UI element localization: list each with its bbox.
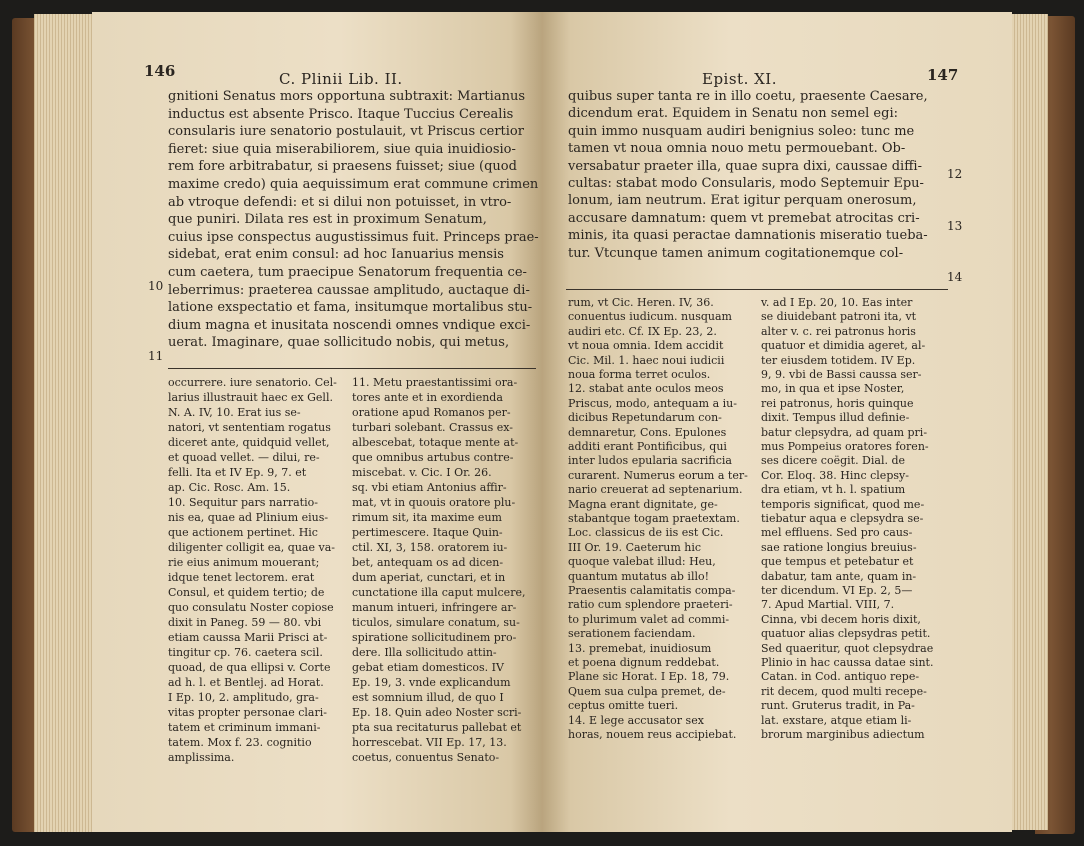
note-line: quatuor et dimidia ageret, al- <box>761 339 926 353</box>
text-line: uerat. Imaginare, quae sollicitudo nobis, qui metus, <box>168 335 510 351</box>
note-line: dixit. Tempus illud definie- <box>761 411 910 425</box>
note-line: sq. vbi etiam Antonius affir- <box>352 481 507 494</box>
note-line: horas, nouem reus accipiebat. <box>568 728 737 741</box>
note-line: 9, 9. vbi de Bassi caussa ser- <box>761 368 922 381</box>
note-line: vitas propter personae clari- <box>168 706 327 719</box>
text-line: cultas: stabat modo Consularis, modo Septemuir Epu- <box>568 176 924 191</box>
note-line: Quem sua culpa premet, de- <box>568 684 726 698</box>
note-line: Catan. in Cod. antiquo repe- <box>761 670 920 684</box>
note-line: diceret ante, quidquid vellet, <box>168 436 330 449</box>
note-line: tores ante et in exordienda <box>352 391 503 404</box>
note-line: ter eiusdem totidem. IV Ep. <box>761 353 916 367</box>
note-line: Ep. 18. Quin adeo Noster scri- <box>352 706 522 719</box>
running-head: Epist. XI. <box>702 70 777 88</box>
note-line: spiratione sollicitudinem pro- <box>352 631 517 644</box>
text-line: rem fore arbitrabatur, si praesens fuisset; siue (quod <box>168 159 517 175</box>
note-line: que omnibus artubus contre- <box>352 451 514 464</box>
note-line: diligenter colligit ea, quae va- <box>168 541 335 554</box>
note-line: N. A. IV, 10. Erat ius se- <box>168 406 301 419</box>
text-line: tur. Vtcunque tamen animum cogitationemque col- <box>568 245 904 261</box>
note-line: ratio cum splendore praeteri- <box>568 598 733 612</box>
text-line: versabatur praeter illa, quae supra dixi, caussae diffi- <box>568 158 922 174</box>
note-line: bet, antequam os ad dicen- <box>352 556 504 569</box>
note-line: natori, vt sententiam rogatus <box>168 421 331 434</box>
note-line: quoad, de qua ellipsi v. Corte <box>168 661 331 674</box>
note-line: albescebat, totaque mente at- <box>352 436 519 449</box>
note-line: tatem. Mox f. 23. cognitio <box>168 736 312 749</box>
note-line: quantum mutatus ab illo! <box>568 569 710 583</box>
note-line: vt noua omnia. Idem accidit <box>568 339 724 353</box>
note-line: conuentus iudicum. nusquam <box>568 310 732 324</box>
note-line: v. ad I Ep. 20, 10. Eas inter <box>761 296 913 309</box>
note-line: brorum marginibus adiectum <box>761 728 925 741</box>
text-line: ab vtroque defendi: et si dilui non potuisset, in vtro- <box>168 194 512 210</box>
text-line: accusare damnatum: quem vt premebat atrocitas cri- <box>568 210 920 226</box>
note-line: stabantque togam praetextam. <box>568 512 740 525</box>
note-line: ceptus omitte tueri. <box>568 699 679 713</box>
note-divider <box>168 368 536 369</box>
note-line: nario creuerat ad septenarium. <box>568 483 743 497</box>
note-line: est somnium illud, de quo I <box>352 691 504 704</box>
note-line: ap. Cic. Rosc. Am. 15. <box>168 481 291 494</box>
note-line: se diuidebant patroni ita, vt <box>761 310 917 324</box>
text-line: minis, ita quasi peractae damnationis miseratio tueba- <box>568 228 928 244</box>
note-line: et poena dignum reddebat. <box>568 656 720 669</box>
note-line: pertimescere. Itaque Quin- <box>352 526 503 539</box>
note-line: rimum sit, ita maxime eum <box>352 511 502 524</box>
note-line: tiebatur aqua e clepsydra se- <box>761 512 924 525</box>
text-line: cuius ipse conspectus augustissimus fuit. Princeps prae- <box>168 229 539 245</box>
page-number: 147 <box>927 66 959 84</box>
note-line: manum intueri, infringere ar- <box>352 601 517 614</box>
page-number: 146 <box>144 62 176 80</box>
note-line: larius illustrauit haec ex Gell. <box>168 391 333 404</box>
note-line: Sed quaeritur, quot clepsydrae <box>761 641 934 655</box>
text-line: latione exspectatio et fama, insitumque mortalibus stu- <box>168 300 533 316</box>
note-line: dra etiam, vt h. l. spatium <box>761 483 906 497</box>
note-line: Cic. Mil. 1. haec noui iudicii <box>568 353 725 367</box>
note-line: turbari solebant. Crassus ex- <box>352 421 514 434</box>
note-line: serationem faciendam. <box>568 627 696 641</box>
page-edges-right <box>1008 14 1048 830</box>
note-line: I Ep. 10, 2. amplitudo, gra- <box>168 691 319 704</box>
note-line: 12. stabat ante oculos meos <box>568 382 724 396</box>
text-line: gnitioni Senatus mors opportuna subtraxit: Martianus <box>168 89 525 104</box>
note-line: III Or. 19. Caeterum hic <box>568 540 702 554</box>
line-number: 13 <box>947 219 963 233</box>
text-line: maxime credo) quia aequissimum erat commune crimen <box>168 177 539 192</box>
note-line: Loc. classicus de iis est Cic. <box>568 526 724 540</box>
note-line: rit decem, quod multi recepe- <box>761 684 927 698</box>
note-line: mo, in qua et ipse Noster, <box>761 382 905 396</box>
text-line: dium magna et inusitata noscendi omnes vndique exci- <box>168 317 531 333</box>
note-line: dabatur, tam ante, quam in- <box>761 569 917 583</box>
note-line: alter v. c. rei patronus horis <box>761 324 916 338</box>
text-line: lonum, iam neutrum. Erat igitur perquam onerosum, <box>568 193 917 209</box>
note-line: demnaretur, Cons. Epulones <box>568 425 727 439</box>
note-line: quoque valebat illud: Heu, <box>568 555 716 569</box>
note-line: Ep. 19, 3. vnde explicandum <box>352 676 511 689</box>
text-line: que puniri. Dilata res est in proximum Senatum, <box>168 212 487 228</box>
note-line: horrescebat. VII Ep. 17, 13. <box>352 736 507 749</box>
note-line: 14. E lege accusator sex <box>568 713 704 727</box>
note-line: 13. premebat, inuidiosum <box>568 641 712 655</box>
text-line: inductus est absente Prisco. Itaque Tuccius Cerealis <box>168 106 514 122</box>
note-line: dicibus Repetundarum con- <box>568 411 722 425</box>
note-line: tatem et criminum immani- <box>168 721 321 734</box>
note-line: oratione apud Romanos per- <box>352 406 511 419</box>
note-line: idque tenet lectorem. erat <box>168 571 315 584</box>
note-line: dum aperiat, cunctari, et in <box>352 571 506 584</box>
note-line: ctil. XI, 3, 158. oratorem iu- <box>352 541 508 554</box>
note-line: occurrere. iure senatorio. Cel- <box>168 376 337 389</box>
note-line: rei patronus, horis quinque <box>761 396 914 410</box>
text-line: quin immo nusquam audiri benignius soleo: tunc me <box>568 123 915 139</box>
note-line: gebat etiam domesticos. IV <box>352 661 504 674</box>
note-line: Praesentis calamitatis compa- <box>568 584 736 597</box>
note-line: nis ea, quae ad Plinium eius- <box>168 511 329 524</box>
note-line: ses dicere coëgit. Dial. de <box>761 454 906 468</box>
text-line: dicendum erat. Equidem in Senatu non semel egi: <box>568 106 898 122</box>
note-line: miscebat. v. Cic. I Or. 26. <box>352 466 492 479</box>
text-line: quibus super tanta re in illo coetu, praesente Caesare, <box>568 89 928 104</box>
note-line: audiri etc. Cf. IX Ep. 23, 2. <box>568 324 717 338</box>
note-line: runt. Gruterus tradit, in Pa- <box>761 699 915 713</box>
note-line: pta sua recitaturus pallebat et <box>352 721 522 734</box>
text-line: tamen vt noua omnia nouo metu permouebant. Ob- <box>568 141 906 157</box>
line-number: 12 <box>947 167 963 181</box>
note-line: Magna erant dignitate, ge- <box>568 497 718 511</box>
note-line: et quoad vellet. — dilui, re- <box>168 451 320 464</box>
note-line: mel effluens. Sed pro caus- <box>761 526 913 540</box>
note-line: etiam caussa Marii Prisci at- <box>168 631 328 644</box>
note-line: tingitur cp. 76. caetera scil. <box>168 646 323 659</box>
note-line: sae ratione longius breuius- <box>761 540 917 554</box>
note-line: inter ludos epularia sacrificia <box>568 454 732 468</box>
note-line: felli. Ita et IV Ep. 9, 7. et <box>168 466 307 479</box>
text-line: consularis iure senatorio postulauit, vt Priscus certior <box>168 124 524 140</box>
note-line: mat, vt in quouis oratore plu- <box>352 496 516 509</box>
text-line: leberrimus: praeterea caussae amplitudo, auctaque di- <box>168 282 530 298</box>
note-line: que tempus et petebatur et <box>761 555 914 569</box>
note-line: Consul, et quidem tertio; de <box>168 586 325 599</box>
note-line: mus Pompeius oratores foren- <box>761 440 929 453</box>
line-number: 10 <box>148 279 164 293</box>
line-number: 14 <box>947 270 963 284</box>
note-line: amplissima. <box>168 751 235 764</box>
note-line: que actionem pertinet. Hic <box>168 526 318 539</box>
note-line: quatuor alias clepsydras petit. <box>761 627 931 641</box>
note-line: lat. exstare, atque etiam li- <box>761 713 912 727</box>
right-page <box>542 12 1012 832</box>
note-line: coetus, conuentus Senato- <box>352 751 500 764</box>
running-head: C. Plinii Lib. II. <box>279 70 403 88</box>
note-line: dere. Illa sollicitudo attin- <box>352 646 497 659</box>
note-line: rum, vt Cic. Heren. IV, 36. <box>568 296 714 309</box>
note-line: Plinio in hac caussa datae sint. <box>761 656 934 669</box>
text-line: sidebat, erat enim consul: ad hoc Ianuarius mensis <box>168 247 504 263</box>
note-line: Cinna, vbi decem horis dixit, <box>761 612 921 626</box>
text-line: fieret: siue quia miserabiliorem, siue quia inuidiosio- <box>168 141 516 157</box>
note-line: Plane sic Horat. I Ep. 18, 79. <box>568 670 730 684</box>
note-line: curarent. Numerus eorum a ter- <box>568 468 748 482</box>
note-line: temporis significat, quod me- <box>761 497 925 511</box>
left-page <box>92 12 542 832</box>
note-line: dixit in Paneg. 59 — 80. vbi <box>168 616 322 629</box>
note-line: cunctatione illa caput mulcere, <box>352 586 526 599</box>
note-line: ad h. l. et Bentlej. ad Horat. <box>168 676 324 689</box>
note-line: rie eius animum mouerant; <box>168 556 320 569</box>
note-line: noua forma terret oculos. <box>568 368 711 381</box>
note-line: 10. Sequitur pars narratio- <box>168 496 318 509</box>
page-edges-left <box>34 14 98 832</box>
line-number: 11 <box>148 349 164 363</box>
text-line: cum caetera, tum praecipue Senatorum frequentia ce- <box>168 265 527 280</box>
note-divider <box>566 289 948 290</box>
note-line: batur clepsydra, ad quam pri- <box>761 425 928 439</box>
note-line: Priscus, modo, antequam a iu- <box>568 396 737 410</box>
note-line: to plurimum valet ad commi- <box>568 612 730 626</box>
note-line: ter dicendum. VI Ep. 2, 5— <box>761 584 913 597</box>
note-line: 11. Metu praestantissimi ora- <box>352 376 518 389</box>
note-line: Cor. Eloq. 38. Hinc clepsy- <box>761 468 909 482</box>
note-line: additi erant Pontificibus, qui <box>568 440 727 453</box>
note-line: quo consulatu Noster copiose <box>168 601 334 614</box>
note-line: ticulos, simulare conatum, su- <box>352 616 520 629</box>
note-line: 7. Apud Martial. VIII, 7. <box>761 598 895 612</box>
